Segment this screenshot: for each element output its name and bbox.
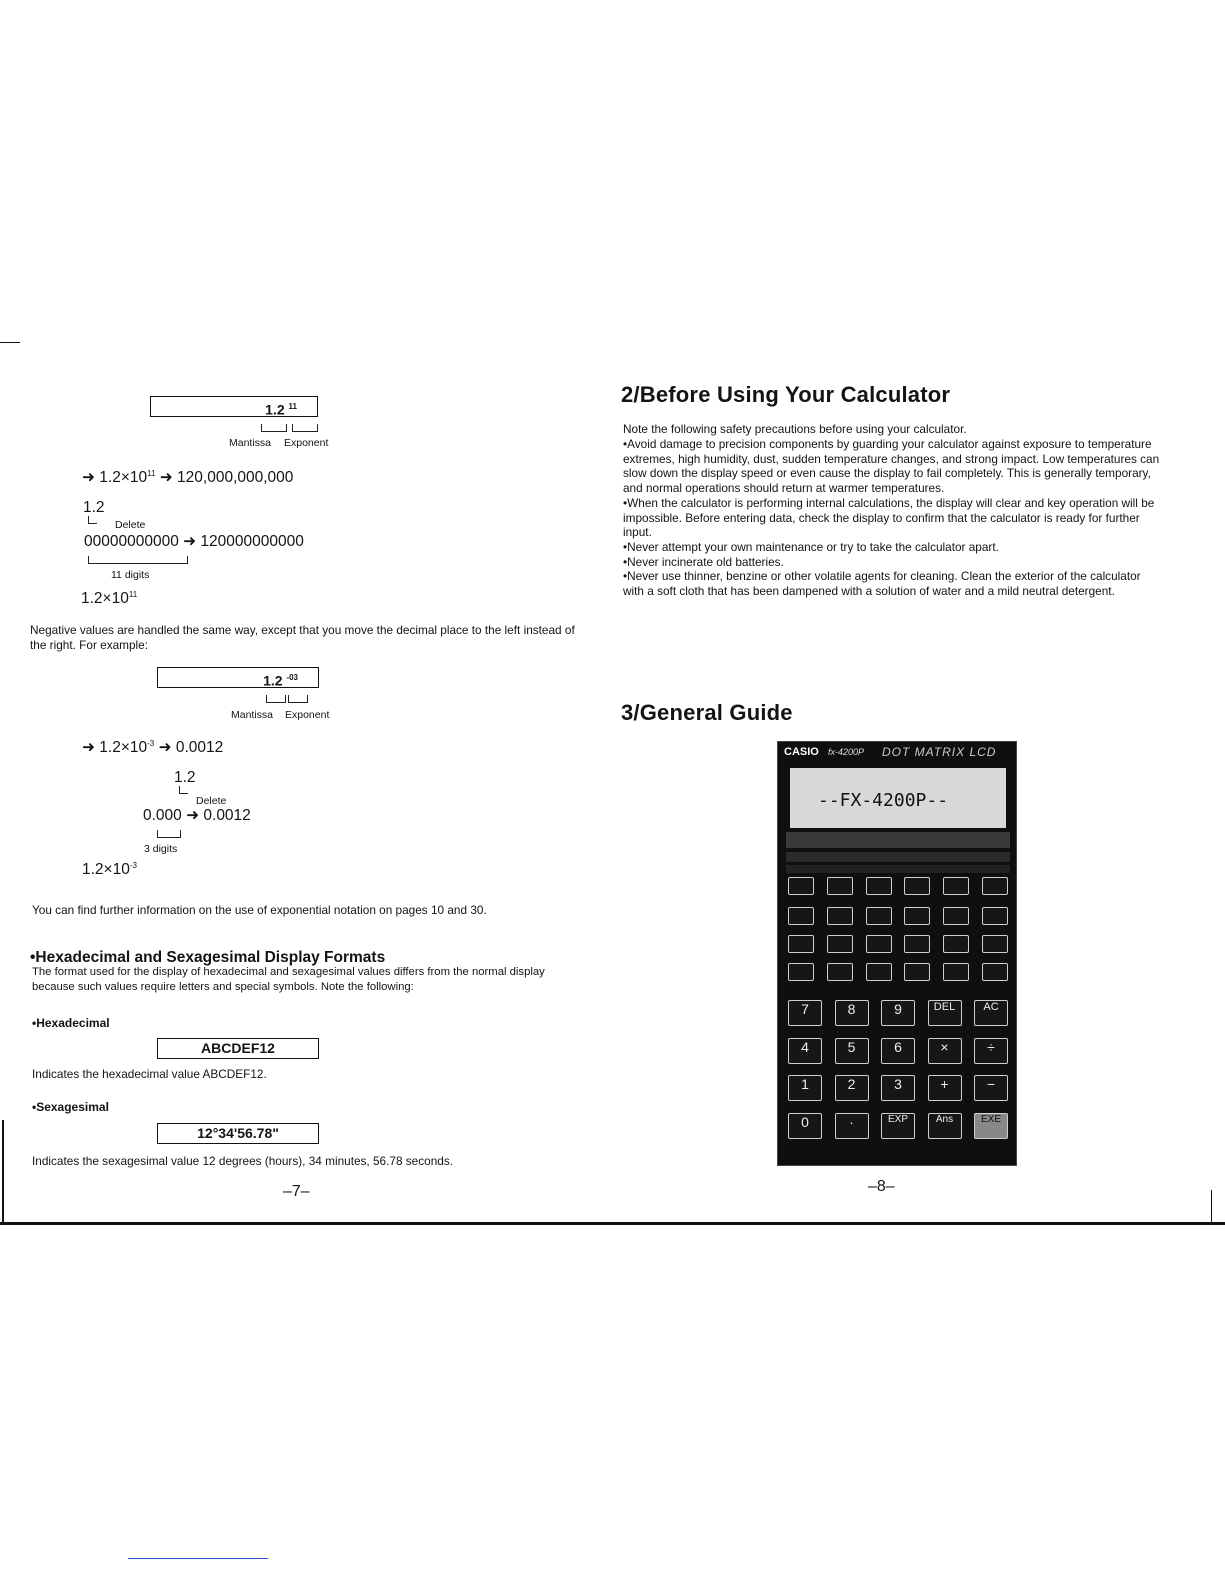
hexadecimal-label: •Hexadecimal xyxy=(32,1016,110,1030)
hex-lcd-display: ABCDEF12 xyxy=(157,1038,319,1059)
page-right-edge xyxy=(1211,1190,1212,1223)
safety-intro: Note the following safety precautions before using your calculator. xyxy=(623,422,967,436)
delete-pointer-2 xyxy=(179,786,188,794)
small-value-row: 0.000 ➜ 0.0012 xyxy=(143,807,251,824)
calc-key[interactable] xyxy=(827,935,853,953)
calc-key[interactable] xyxy=(827,877,853,895)
equation-1: ➜ $1.2\times 10^{11}$ ➜ 120,000,000,000 xyxy=(82,468,294,486)
calc-key[interactable] xyxy=(788,907,814,925)
further-info-text: You can find further information on the use of exponential notation on pages 10 and 30. xyxy=(32,903,487,917)
sexagesimal-label: •Sexagesimal xyxy=(32,1100,109,1114)
calc-key-4[interactable]: 4 xyxy=(788,1038,822,1064)
zeros-row: 00000000000 ➜ 120000000000 xyxy=(84,533,304,550)
calc-key-plus[interactable]: + xyxy=(928,1075,962,1101)
mantissa-label: Mantissa xyxy=(229,437,272,449)
bullet-item: •Avoid damage to precision components by guarding your calculator against exposure to temperature extremes, high humidity, dust, sudden temperature changes, and strong impact. Low temperatures can slow down the display speed or even cause the display to fail completely. This is generally temporary, and normal operations should return at warmer temperatures. xyxy=(623,437,1160,496)
three-digits-label: 3 digits xyxy=(144,843,178,855)
exponent-label: Exponent xyxy=(284,437,329,449)
exponent-bracket-2 xyxy=(288,695,308,703)
value-1-2: 1.2 xyxy=(83,499,105,516)
calc-key[interactable] xyxy=(904,935,930,953)
calc-key-divide[interactable]: ÷ xyxy=(974,1038,1008,1064)
hex-description: Indicates the hexadecimal value ABCDEF12. xyxy=(32,1067,267,1081)
calc-key-ans[interactable]: Ans xyxy=(928,1113,962,1139)
negative-values-paragraph: Negative values are handled the same way, except that you move the decimal place to the left instead of the right. For example: xyxy=(30,623,575,652)
hex-sex-heading: •Hexadecimal and Sexagesimal Display Formats xyxy=(30,949,386,966)
bullet-item: •Never attempt your own maintenance or try to take the calculator apart. xyxy=(623,539,999,554)
calc-key[interactable] xyxy=(982,935,1008,953)
delete-pointer xyxy=(88,516,97,524)
result-2: $1.2\times 10^{-3}$ xyxy=(82,861,137,879)
calc-key[interactable] xyxy=(866,935,892,953)
bullet-item: •When the calculator is performing internal calculations, the display will clear and key operation will be impossible. Before entering data, check the display to confirm that the calculator is ready for further input. xyxy=(623,495,1155,540)
calc-key[interactable] xyxy=(904,963,930,981)
calc-key-minus[interactable]: − xyxy=(974,1075,1008,1101)
page-number-right: –8– xyxy=(868,1178,895,1195)
heading-general-guide: 3/General Guide xyxy=(621,700,793,725)
sex-description: Indicates the sexagesimal value 12 degrees (hours), 34 minutes, 56.78 seconds. xyxy=(32,1154,454,1168)
calc-key[interactable] xyxy=(788,963,814,981)
calc-key-row-digits xyxy=(788,1000,1008,1026)
heading-before-using: 2/Before Using Your Calculator xyxy=(621,382,951,407)
calc-key[interactable] xyxy=(866,877,892,895)
bullet-item: •Never use thinner, benzine or other volatile agents for cleaning. Clean the exterior of the calculator with a soft cloth that has been dampened with a solution of water and a mild neutral detergent. xyxy=(623,569,1141,599)
calc-label-band xyxy=(786,832,1010,848)
calc-model: fx-4200P xyxy=(828,747,865,757)
exponent-bracket xyxy=(292,424,318,432)
calc-key-3[interactable]: 3 xyxy=(881,1075,915,1101)
mantissa-label-2: Mantissa xyxy=(231,709,274,721)
mantissa-bracket-2 xyxy=(266,695,286,703)
calc-key-5[interactable]: 5 xyxy=(835,1038,869,1064)
calc-key[interactable] xyxy=(943,877,969,895)
calc-key[interactable] xyxy=(904,907,930,925)
calc-key-1[interactable]: 1 xyxy=(788,1075,822,1101)
calc-key[interactable] xyxy=(866,907,892,925)
calc-key-row-digits xyxy=(788,1038,1008,1064)
calc-key[interactable] xyxy=(943,907,969,925)
calc-key[interactable] xyxy=(788,877,814,895)
exponent-label-2: Exponent xyxy=(285,709,330,721)
page-bottom-rule xyxy=(0,1222,1225,1225)
delete-label-2: Delete xyxy=(196,795,227,807)
calc-key[interactable] xyxy=(982,907,1008,925)
scan-link-underline xyxy=(128,1558,268,1559)
calc-key-8[interactable]: 8 xyxy=(835,1000,869,1026)
calc-key-row xyxy=(788,935,1008,953)
result-1: $1.2\times 10^{11}$ xyxy=(81,590,138,608)
calc-key[interactable] xyxy=(943,963,969,981)
calc-screen xyxy=(790,768,1006,828)
page-left-edge xyxy=(2,1120,4,1223)
calc-key[interactable] xyxy=(943,935,969,953)
safety-bullets xyxy=(623,437,1163,599)
calc-key[interactable] xyxy=(827,907,853,925)
calc-key-exp[interactable]: EXP xyxy=(881,1113,915,1139)
calc-key-7[interactable]: 7 xyxy=(788,1000,822,1026)
calc-key-exe[interactable]: EXE xyxy=(974,1113,1008,1139)
lcd-display-negative: 1.2 $^{-03}$ xyxy=(157,667,319,688)
mantissa-bracket xyxy=(261,424,287,432)
calc-key-0[interactable]: 0 xyxy=(788,1113,822,1139)
page-number-left: –7– xyxy=(283,1183,310,1200)
calc-key-row xyxy=(788,963,1008,981)
calc-key[interactable] xyxy=(788,935,814,953)
calc-key-row xyxy=(788,877,1008,895)
calc-key-row xyxy=(788,907,1008,925)
calc-key-del[interactable]: DEL xyxy=(928,1000,962,1026)
lcd-mantissa: 1.2 xyxy=(265,401,285,418)
corner-mark xyxy=(0,342,20,343)
calc-key[interactable] xyxy=(982,963,1008,981)
calc-key-row-digits xyxy=(788,1075,1008,1101)
three-digits-bracket xyxy=(157,830,181,838)
calc-key[interactable] xyxy=(866,963,892,981)
equation-2: ➜ $1.2\times 10^{-3}$ ➜ 0.0012 xyxy=(82,738,224,756)
calc-brand: CASIO xyxy=(784,746,819,758)
eleven-digits-label: 11 digits xyxy=(111,569,150,581)
value-1-2-b: 1.2 xyxy=(174,769,196,786)
bullet-item: •Never incinerate old batteries. xyxy=(623,554,784,569)
calc-mode-band xyxy=(786,852,1010,862)
calc-mode-band-2 xyxy=(786,865,1010,873)
lcd-exponent: 11 xyxy=(288,402,297,411)
calc-key-point[interactable]: · xyxy=(835,1113,869,1139)
calc-key-multiply[interactable]: × xyxy=(928,1038,962,1064)
calc-key[interactable] xyxy=(827,963,853,981)
calc-key[interactable] xyxy=(982,877,1008,895)
eleven-digits-bracket xyxy=(88,556,188,564)
calc-key-6[interactable]: 6 xyxy=(881,1038,915,1064)
calc-key-9[interactable]: 9 xyxy=(881,1000,915,1026)
hex-sex-paragraph: The format used for the display of hexadecimal and sexagesimal values differs from the normal display because such values require letters and special symbols. Note the following: xyxy=(32,966,545,993)
calc-key-2[interactable]: 2 xyxy=(835,1075,869,1101)
calc-display-text: --FX-4200P-- xyxy=(818,790,949,811)
sex-lcd-display: 12°34'56.78" xyxy=(157,1123,319,1144)
delete-label: Delete xyxy=(115,519,146,531)
calc-key-ac[interactable]: AC xyxy=(974,1000,1008,1026)
lcd-display-positive xyxy=(150,396,318,417)
calculator-image xyxy=(777,741,1017,1166)
calc-key[interactable] xyxy=(904,877,930,895)
calc-dot-matrix: DOT MATRIX LCD xyxy=(882,745,997,759)
calc-key-row-digits xyxy=(788,1113,1008,1139)
